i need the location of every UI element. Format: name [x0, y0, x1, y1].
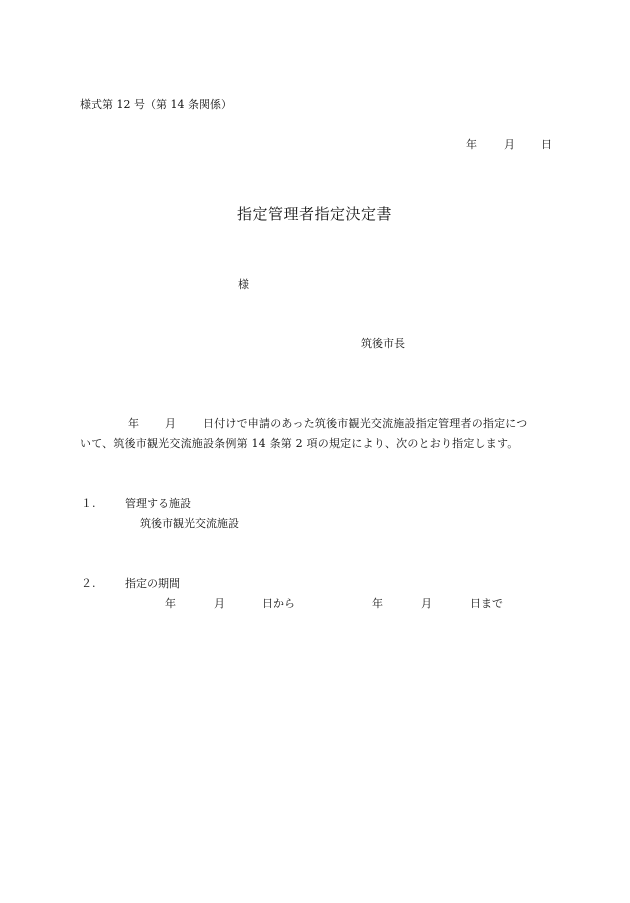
period-start-month: 月 — [214, 597, 225, 610]
section-1-number: １. — [81, 497, 96, 510]
body-year: 年 — [128, 417, 139, 430]
period-end-month: 月 — [421, 597, 432, 610]
form-number: 様式第 12 号（第 14 条関係） — [80, 98, 232, 111]
body-line-2: いて、筑後市観光交流施設条例第 14 条第 2 項の規定により、次のとおり指定します。 — [80, 437, 519, 450]
body-line-1: 日付けで申請のあった筑後市観光交流施設指定管理者の指定につ — [203, 417, 528, 430]
issuer-name: 筑後市長 — [361, 337, 405, 350]
period-end-year: 年 — [372, 597, 383, 610]
period-start-year: 年 — [165, 597, 176, 610]
addressee-suffix: 様 — [238, 278, 249, 291]
date-month: 月 — [504, 138, 515, 151]
document-title: 指定管理者指定決定書 — [237, 205, 393, 223]
section-2-number: ２. — [81, 577, 96, 590]
body-month: 月 — [165, 417, 176, 430]
section-2-heading: 指定の期間 — [125, 577, 180, 590]
section-1-content: 筑後市観光交流施設 — [140, 517, 239, 530]
period-start-day: 日から — [262, 597, 295, 610]
period-end-day: 日まで — [470, 597, 503, 610]
date-year: 年 — [466, 138, 477, 151]
date-day: 日 — [541, 138, 552, 151]
section-1-heading: 管理する施設 — [125, 497, 191, 510]
